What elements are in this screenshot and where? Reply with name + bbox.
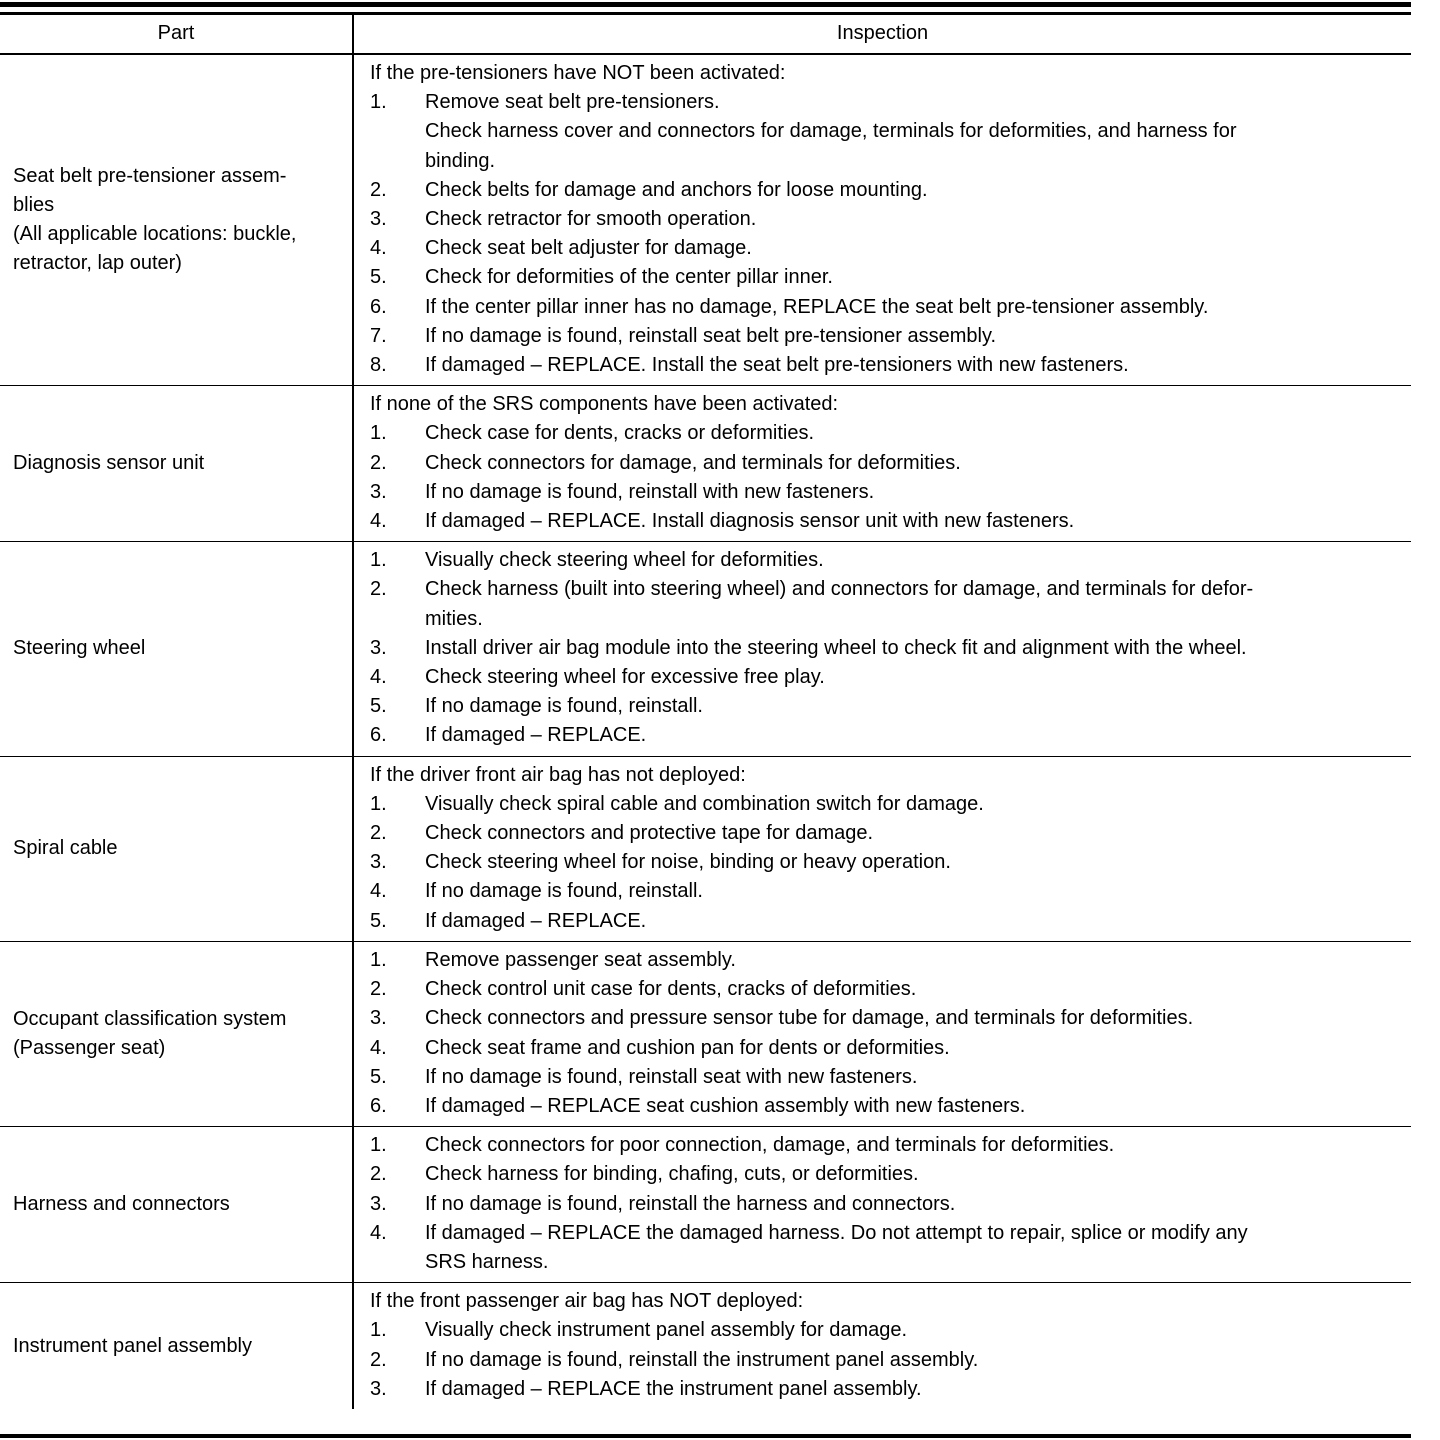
step-text-line: Check for deformities of the center pillar inner.	[425, 266, 833, 289]
step-text	[425, 1092, 1403, 1121]
step-number: 3.	[370, 1007, 387, 1030]
inspection-step	[370, 692, 1403, 721]
step-text	[425, 790, 1403, 819]
step-text-line: SRS harness.	[425, 1250, 549, 1273]
step-text	[425, 907, 1403, 936]
step-text	[425, 546, 1403, 575]
step-text	[425, 234, 1403, 263]
step-text-line: Visually check steering wheel for deformities.	[425, 549, 824, 572]
step-text-line: Check connectors and protective tape for damage.	[425, 822, 874, 845]
part-cell	[0, 386, 353, 542]
step-text-line: If no damage is found, reinstall seat with new fasteners.	[425, 1065, 918, 1088]
inspection-cell	[353, 1283, 1411, 1409]
inspection-step	[370, 1316, 1403, 1345]
inspection-step	[370, 848, 1403, 877]
inspection-step	[370, 478, 1403, 507]
step-text	[425, 1004, 1403, 1033]
inspection-cell	[353, 542, 1411, 756]
step-text-line: If damaged – REPLACE the instrument panel assembly.	[425, 1377, 922, 1400]
inspection-step	[370, 1034, 1403, 1063]
inspection-step	[370, 88, 1403, 176]
step-text	[425, 1160, 1403, 1189]
inspection-step	[370, 293, 1403, 322]
step-text-line: binding.	[425, 149, 496, 172]
step-text-line: Install driver air bag module into the steering wheel to check fit and alignment with the wheel.	[425, 636, 1247, 659]
table-row	[0, 1127, 1411, 1283]
inspection-cell	[353, 1127, 1411, 1283]
step-number: 3.	[370, 1377, 387, 1400]
inspection-step	[370, 877, 1403, 906]
step-text	[425, 263, 1403, 292]
step-number: 5.	[370, 1065, 387, 1088]
inspection-step	[370, 790, 1403, 819]
step-text-line: If no damage is found, reinstall seat belt pre-tensioner assembly.	[425, 324, 997, 347]
step-text	[425, 1219, 1403, 1277]
step-text	[425, 721, 1403, 750]
step-number: 5.	[370, 695, 387, 718]
step-text	[425, 975, 1403, 1004]
part-name-line: (All applicable locations: buckle,	[13, 223, 297, 246]
step-text	[425, 1316, 1403, 1345]
inspection-step	[370, 263, 1403, 292]
step-text-line: Remove seat belt pre-tensioners.	[425, 91, 720, 114]
inspection-step	[370, 546, 1403, 575]
inspection-cell	[353, 386, 1411, 542]
step-text-line: If no damage is found, reinstall.	[425, 880, 703, 903]
step-text-line: If damaged – REPLACE the damaged harness. Do not attempt to repair, splice or modify any	[425, 1221, 1248, 1244]
part-name-line: Steering wheel	[13, 637, 146, 660]
step-number: 4.	[370, 237, 387, 260]
step-number: 4.	[370, 880, 387, 903]
step-text	[425, 88, 1403, 176]
step-text	[425, 322, 1403, 351]
step-text	[425, 1346, 1403, 1375]
inspection-step	[370, 205, 1403, 234]
step-text-line: Check harness cover and connectors for damage, terminals for deformities, and harness for	[425, 120, 1237, 143]
part-name-line: retractor, lap outer)	[13, 252, 182, 275]
part-name-line: Diagnosis sensor unit	[13, 452, 205, 475]
inspection-condition: If the front passenger air bag has NOT deployed:	[370, 1290, 804, 1313]
step-number: 3.	[370, 851, 387, 874]
inspection-step	[370, 946, 1403, 975]
inspection-step	[370, 1219, 1403, 1277]
step-text	[425, 1063, 1403, 1092]
top-rule-thick	[0, 2, 1411, 7]
step-number: 8.	[370, 354, 387, 377]
step-text	[425, 692, 1403, 721]
step-text	[425, 634, 1403, 663]
step-number: 4.	[370, 666, 387, 689]
step-text	[425, 1034, 1403, 1063]
step-text-line: Check belts for damage and anchors for loose mounting.	[425, 178, 928, 201]
step-text-line: Check harness (built into steering wheel) and connectors for damage, and terminals for defor-	[425, 578, 1254, 601]
step-text-line: Check connectors and pressure sensor tube for damage, and terminals for deformities.	[425, 1007, 1194, 1030]
step-text	[425, 575, 1403, 633]
step-number: 3.	[370, 208, 387, 231]
table-row	[0, 756, 1411, 941]
step-text	[425, 1375, 1403, 1404]
inspection-step	[370, 975, 1403, 1004]
inspection-cell	[353, 756, 1411, 941]
inspection-step	[370, 1004, 1403, 1033]
step-text	[425, 946, 1403, 975]
step-text-line: Visually check instrument panel assembly for damage.	[425, 1319, 908, 1342]
step-text	[425, 293, 1403, 322]
inspection-step	[370, 1375, 1403, 1404]
step-number: 1.	[370, 792, 387, 815]
inspection-condition: If the driver front air bag has not deployed:	[370, 763, 746, 786]
step-number: 2.	[370, 1348, 387, 1371]
step-text	[425, 478, 1403, 507]
inspection-step	[370, 1346, 1403, 1375]
step-text-line: Check connectors for poor connection, damage, and terminals for deformities.	[425, 1134, 1115, 1157]
step-number: 6.	[370, 724, 387, 747]
table-row	[0, 1283, 1411, 1409]
inspection-cell	[353, 54, 1411, 386]
step-text-line: If damaged – REPLACE seat cushion assembly with new fasteners.	[425, 1094, 1026, 1117]
step-text-line: Check case for dents, cracks or deformities.	[425, 422, 815, 445]
inspection-step	[370, 351, 1403, 380]
part-name-line: (Passenger seat)	[13, 1037, 166, 1059]
step-text	[425, 507, 1403, 536]
inspection-step	[370, 507, 1403, 536]
table-row	[0, 542, 1411, 756]
step-number: 3.	[370, 636, 387, 659]
part-name-line: blies	[13, 194, 55, 217]
inspection-step	[370, 819, 1403, 848]
step-number: 2.	[370, 578, 387, 601]
step-number: 4.	[370, 510, 387, 533]
step-number: 1.	[370, 91, 387, 114]
step-number: 2.	[370, 1163, 387, 1186]
step-text	[425, 449, 1403, 478]
step-text	[425, 1131, 1403, 1160]
step-number: 1.	[370, 1319, 387, 1342]
step-text	[425, 819, 1403, 848]
part-cell	[0, 54, 353, 386]
part-cell	[0, 1283, 353, 1409]
part-name-line: Occupant classification system	[13, 1008, 287, 1030]
part-name-line: Harness and connectors	[13, 1193, 230, 1216]
step-number: 3.	[370, 480, 387, 503]
column-header-inspection: Inspection	[353, 14, 1411, 54]
step-text	[425, 419, 1403, 448]
inspection-step	[370, 449, 1403, 478]
column-header-part: Part	[0, 14, 353, 54]
step-number: 3.	[370, 1192, 387, 1215]
step-text-line: If no damage is found, reinstall the instrument panel assembly.	[425, 1348, 979, 1371]
step-number: 5.	[370, 909, 387, 932]
step-text-line: Check harness for binding, chafing, cuts, or deformities.	[425, 1163, 919, 1186]
step-text-line: If damaged – REPLACE.	[425, 724, 647, 747]
table-header-row	[0, 14, 1411, 54]
inspection-step	[370, 721, 1403, 750]
inspection-condition: If none of the SRS components have been activated:	[370, 393, 839, 416]
step-text-line: Check seat frame and cushion pan for dents or deformities.	[425, 1036, 950, 1059]
step-number: 1.	[370, 549, 387, 572]
step-text	[425, 877, 1403, 906]
part-name-line: Spiral cable	[13, 837, 118, 860]
table-row	[0, 941, 1411, 1126]
inspection-step	[370, 1131, 1403, 1160]
step-text-line: If damaged – REPLACE. Install diagnosis sensor unit with new fasteners.	[425, 510, 1075, 533]
step-number: 2.	[370, 822, 387, 845]
part-cell	[0, 542, 353, 756]
step-number: 2.	[370, 451, 387, 474]
inspection-step	[370, 234, 1403, 263]
part-cell	[0, 941, 353, 1126]
step-text	[425, 176, 1403, 205]
step-number: 1.	[370, 1134, 387, 1157]
step-text	[425, 205, 1403, 234]
step-text	[425, 848, 1403, 877]
part-name-line: Instrument panel assembly	[13, 1334, 253, 1357]
inspection-step	[370, 663, 1403, 692]
step-text	[425, 351, 1403, 380]
step-text-line: If the center pillar inner has no damage, REPLACE the seat belt pre-tensioner assembly.	[425, 295, 1209, 318]
inspection-table	[0, 14, 1411, 1409]
step-number: 2.	[370, 178, 387, 201]
bottom-rule	[0, 1434, 1411, 1438]
step-text-line: Check control unit case for dents, cracks of deformities.	[425, 978, 917, 1001]
step-text-line: If damaged – REPLACE.	[425, 909, 647, 932]
step-text-line: If no damage is found, reinstall the harness and connectors.	[425, 1192, 956, 1215]
step-text-line: Check retractor for smooth operation.	[425, 208, 757, 231]
table-row	[0, 54, 1411, 386]
step-text-line: Visually check spiral cable and combination switch for damage.	[425, 792, 984, 815]
step-text-line: mities.	[425, 607, 483, 630]
inspection-step	[370, 575, 1403, 633]
step-text-line: Check steering wheel for excessive free play.	[425, 666, 825, 689]
step-number: 2.	[370, 978, 387, 1001]
part-cell	[0, 1127, 353, 1283]
step-text	[425, 663, 1403, 692]
inspection-step	[370, 1063, 1403, 1092]
step-number: 1.	[370, 422, 387, 445]
part-name-line: Seat belt pre-tensioner assem-	[13, 165, 287, 188]
step-text-line: Check seat belt adjuster for damage.	[425, 237, 752, 260]
step-number: 1.	[370, 948, 387, 971]
step-text-line: Remove passenger seat assembly.	[425, 948, 736, 971]
inspection-step	[370, 634, 1403, 663]
inspection-step	[370, 322, 1403, 351]
step-text-line: If damaged – REPLACE. Install the seat belt pre-tensioners with new fasteners.	[425, 354, 1129, 377]
step-text-line: If no damage is found, reinstall with new fasteners.	[425, 480, 875, 503]
table-body	[0, 54, 1411, 1409]
part-cell	[0, 756, 353, 941]
step-number: 4.	[370, 1221, 387, 1244]
inspection-step	[370, 1190, 1403, 1219]
inspection-step	[370, 907, 1403, 936]
inspection-step	[370, 419, 1403, 448]
table-row	[0, 386, 1411, 542]
inspection-step	[370, 176, 1403, 205]
step-number: 7.	[370, 324, 387, 347]
inspection-step	[370, 1092, 1403, 1121]
step-text	[425, 1190, 1403, 1219]
step-number: 6.	[370, 295, 387, 318]
step-number: 6.	[370, 1094, 387, 1117]
inspection-step	[370, 1160, 1403, 1189]
step-text-line: Check connectors for damage, and terminals for deformities.	[425, 451, 961, 474]
step-number: 4.	[370, 1036, 387, 1059]
inspection-cell	[353, 941, 1411, 1126]
inspection-condition: If the pre-tensioners have NOT been activated:	[370, 62, 786, 84]
step-text-line: If no damage is found, reinstall.	[425, 695, 703, 718]
step-number: 5.	[370, 266, 387, 289]
step-text-line: Check steering wheel for noise, binding or heavy operation.	[425, 851, 951, 874]
